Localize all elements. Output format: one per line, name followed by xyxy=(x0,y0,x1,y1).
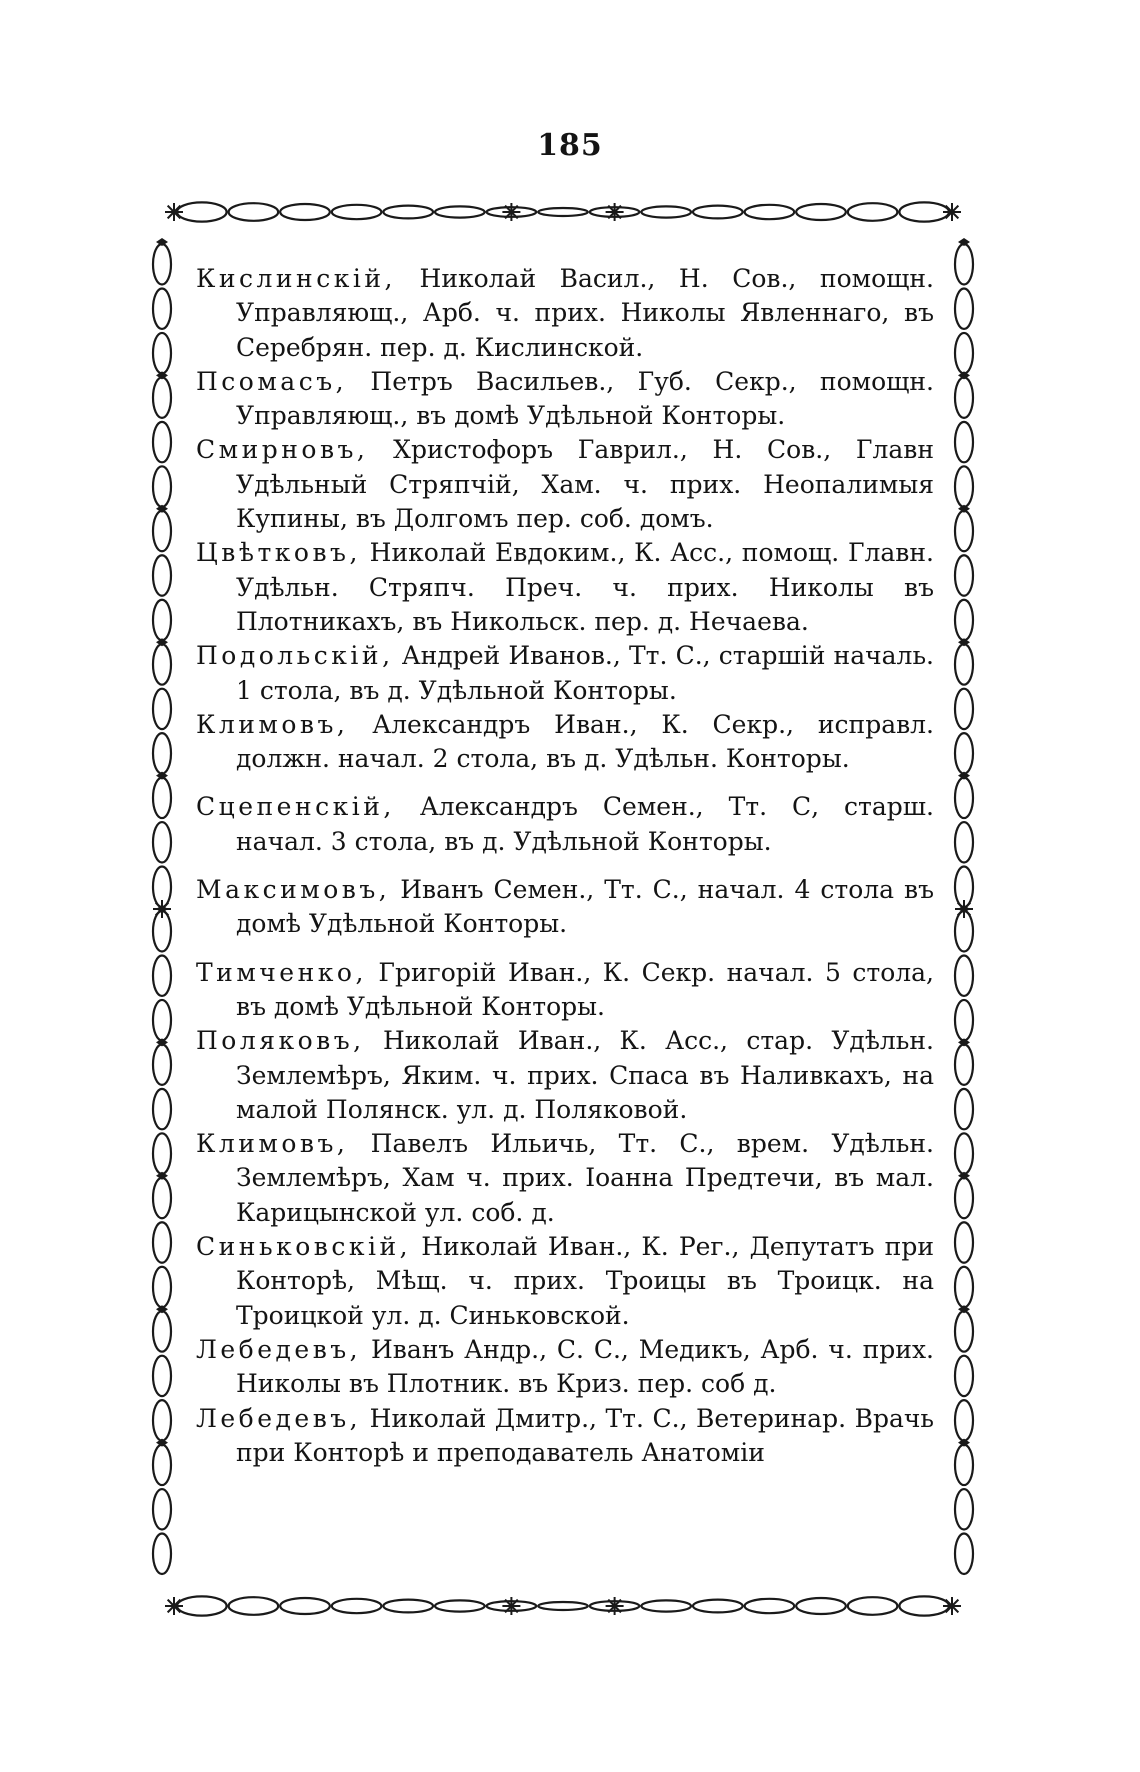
entry-text: Николай Иван., К. Асс., стар. Удѣльн. Землемѣръ, Яким. ч. прих. Спаса въ Наливкахъ, на малой Полянск. ул. д. Поляковой. xyxy=(236,1026,935,1124)
border-link xyxy=(153,1445,171,1485)
border-link xyxy=(153,466,171,506)
entry-surname: Подольскій, xyxy=(196,641,394,671)
border-link xyxy=(955,689,973,729)
entry-text: Григорій Иван., К. Секр. начал. 5 стола, въ домѣ Удѣльной Конторы. xyxy=(236,957,934,1021)
border-link xyxy=(955,733,973,773)
border-bottom xyxy=(165,1596,961,1615)
border-link xyxy=(955,1534,973,1574)
border-link xyxy=(955,1445,973,1485)
directory-entry xyxy=(196,262,934,365)
entry-text: Иванъ Семен., Тт. С., начал. 4 стола въ домѣ Удѣльной Конторы. xyxy=(236,875,934,939)
border-link xyxy=(153,1267,171,1307)
border-link xyxy=(796,204,846,220)
border-link xyxy=(153,689,171,729)
directory-entry xyxy=(196,708,934,777)
entry-text: Христофоръ Гаврил., Н. Сов., Главн Удѣльный Стряпчій, Хам. ч. прих. Неопалимыя Купины, въ Долгомъ пер. соб. домъ. xyxy=(236,435,935,534)
border-link xyxy=(153,778,171,818)
border-link xyxy=(153,644,171,684)
border-link xyxy=(153,288,171,328)
border-link xyxy=(641,1600,691,1611)
border-link xyxy=(955,822,973,862)
border-link xyxy=(955,244,973,284)
border-link xyxy=(332,205,382,219)
border-link xyxy=(641,206,691,217)
border-link xyxy=(153,511,171,551)
border-link xyxy=(955,1089,973,1129)
entry-surname: Сцепенскій, xyxy=(196,792,395,822)
border-link xyxy=(955,1267,973,1307)
entry-surname: Цвѣтковъ, xyxy=(196,538,361,568)
border-link xyxy=(955,1000,973,1040)
border-link xyxy=(745,205,795,219)
directory-entry xyxy=(196,873,934,942)
directory-entry xyxy=(196,536,934,639)
border-link xyxy=(153,1000,171,1040)
border-link xyxy=(280,204,330,220)
border-link xyxy=(229,1597,279,1615)
border-link xyxy=(332,1599,382,1613)
border-link xyxy=(955,288,973,328)
directory-entry xyxy=(196,365,934,434)
directory-entry xyxy=(196,1127,934,1230)
entry-surname: Максимовъ, xyxy=(196,875,391,905)
border-link xyxy=(796,1598,846,1614)
entry-text: Николай Евдоким., К. Асс., помощ. Главн. Удѣльн. Стряпч. Преч. ч. прих. Николы въ Плотникахъ, въ Никольск. пер. д. Нечаева. xyxy=(236,538,934,636)
border-link xyxy=(153,422,171,462)
entry-surname: Лебедевъ, xyxy=(196,1334,362,1364)
border-link xyxy=(848,1597,898,1615)
entry-surname: Тимченко, xyxy=(196,957,367,987)
border-link xyxy=(745,1599,795,1613)
border-link xyxy=(153,822,171,862)
border-link xyxy=(693,206,743,219)
entry-text: Николай Васил., Н. Сов., помощн. Управляющ., Арб. ч. прих. Николы Явленнаго, въ Серебрян. пер. д. Кислинской. xyxy=(236,264,934,362)
border-link xyxy=(177,202,227,221)
border-link xyxy=(955,1222,973,1262)
border-link xyxy=(955,1178,973,1218)
border-link xyxy=(955,1311,973,1351)
entry-text: Николай Иван., К. Рег., Депутатъ при Конторѣ, Мѣщ. ч. прих. Троицы въ Троицк. на Троицкой ул. д. Синьковской. xyxy=(236,1232,934,1330)
border-link xyxy=(153,1178,171,1218)
border-link xyxy=(955,644,973,684)
entry-surname: Лебедевъ, xyxy=(196,1403,362,1433)
entry-text: Андрей Иванов., Тт. С., старшій началь. 1 стола, въ д. Удѣльной Конторы. xyxy=(236,641,934,705)
border-link xyxy=(955,1356,973,1396)
border-link xyxy=(280,1598,330,1614)
border-link xyxy=(153,1356,171,1396)
border-link xyxy=(848,203,898,221)
border-link xyxy=(153,1311,171,1351)
directory-entry xyxy=(196,1402,934,1471)
border-link xyxy=(153,1044,171,1084)
border-link xyxy=(538,1602,588,1610)
border-right xyxy=(955,238,973,1574)
directory-entry xyxy=(196,956,934,1025)
border-link xyxy=(955,1044,973,1084)
entry-surname: Синьковскій, xyxy=(196,1232,412,1262)
border-link xyxy=(955,333,973,373)
border-link xyxy=(153,1400,171,1440)
border-link xyxy=(955,1400,973,1440)
border-link xyxy=(955,1489,973,1529)
page-number: 185 xyxy=(537,128,603,163)
entry-text: Петръ Васильев., Губ. Секр., помощн. Управляющ., въ домѣ Удѣльной Конторы. xyxy=(236,366,934,431)
border-left xyxy=(153,238,171,1574)
border-link xyxy=(153,555,171,595)
border-link xyxy=(955,377,973,417)
border-link xyxy=(177,1596,227,1615)
directory-entries xyxy=(196,262,934,1470)
entry-surname: Климовъ, xyxy=(196,709,349,739)
directory-entry xyxy=(196,1333,934,1402)
border-link xyxy=(955,1133,973,1173)
border-link xyxy=(153,333,171,373)
border-link xyxy=(955,466,973,506)
border-link xyxy=(693,1600,743,1613)
entry-surname: Псомасъ, xyxy=(196,366,348,396)
border-link xyxy=(955,955,973,995)
border-link xyxy=(153,955,171,995)
entry-surname: Климовъ, xyxy=(196,1129,349,1159)
border-link xyxy=(153,1489,171,1529)
directory-entry xyxy=(196,1024,934,1127)
border-link xyxy=(435,206,485,217)
entry-text: Николай Дмитр., Тт. С., Ветеринар. Врачь при Конторѣ и преподаватель Анатоміи xyxy=(236,1403,934,1467)
directory-entry xyxy=(196,639,934,708)
directory-entry xyxy=(196,1230,934,1333)
border-link xyxy=(955,511,973,551)
entry-surname: Поляковъ, xyxy=(196,1026,365,1056)
border-link xyxy=(153,377,171,417)
border-link xyxy=(383,1600,433,1613)
border-top xyxy=(165,202,961,221)
border-link xyxy=(955,422,973,462)
border-link xyxy=(955,778,973,818)
entry-text: Иванъ Андр., С. С., Медикъ, Арб. ч. прих. Николы въ Плотник. въ Криз. пер. соб д. xyxy=(236,1334,934,1399)
border-link xyxy=(229,203,279,221)
directory-entry xyxy=(196,790,934,859)
border-link xyxy=(383,206,433,219)
entry-surname: Смирновъ, xyxy=(196,435,369,465)
border-link xyxy=(153,1222,171,1262)
entry-text: Александръ Семен., Тт. С, старш. начал. 3 стола, въ д. Удѣльной Конторы. xyxy=(236,792,934,856)
border-link xyxy=(538,208,588,216)
directory-entry xyxy=(196,433,934,536)
border-link xyxy=(153,1089,171,1129)
border-link xyxy=(153,1534,171,1574)
entry-surname: Кислинскій, xyxy=(196,264,396,293)
border-link xyxy=(153,244,171,284)
border-link xyxy=(955,600,973,640)
border-link xyxy=(435,1600,485,1611)
border-link xyxy=(899,202,949,221)
border-link xyxy=(153,733,171,773)
border-link xyxy=(899,1596,949,1615)
border-link xyxy=(153,1133,171,1173)
border-link xyxy=(955,555,973,595)
entry-text: Александръ Иван., К. Секр., исправл. должн. начал. 2 стола, въ д. Удѣльн. Конторы. xyxy=(236,709,934,774)
border-link xyxy=(153,600,171,640)
entry-text: Павелъ Ильичь, Тт. С., врем. Удѣльн. Землемѣръ, Хам ч. прих. Іоанна Предтечи, въ мал. Карицынской ул. соб. д. xyxy=(236,1129,934,1227)
